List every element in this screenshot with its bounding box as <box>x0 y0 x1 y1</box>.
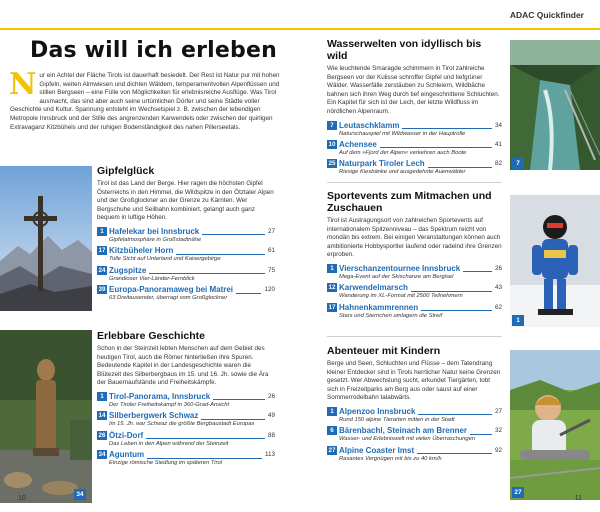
list-item[interactable] <box>97 449 275 467</box>
list-item[interactable] <box>327 302 502 320</box>
list-item[interactable] <box>97 245 275 263</box>
entry-name[interactable]: Kitzbüheler Horn <box>109 246 174 256</box>
header-label: ADAC Quickfinder <box>509 10 584 20</box>
entry-name[interactable]: Alpenzoo Innsbruck <box>339 406 416 416</box>
entry-number: 17 <box>98 247 106 255</box>
leader-line <box>463 264 492 272</box>
list-item[interactable] <box>97 265 275 283</box>
photo-badge: 1 <box>512 315 524 326</box>
entry-number: 6 <box>327 426 337 435</box>
entry-subtitle: Stars und Sternchen umlagern die Streif <box>339 312 443 319</box>
list-item[interactable] <box>97 391 275 409</box>
list-item[interactable] <box>327 158 502 176</box>
section-divider <box>327 336 502 337</box>
photo-badge: 27 <box>512 487 524 498</box>
summit-cross-photo <box>0 166 92 311</box>
list-item[interactable] <box>97 410 275 428</box>
entry-page: 32 <box>494 427 502 435</box>
leader-line <box>202 227 265 235</box>
leader-line <box>417 446 492 454</box>
alpine-coaster-photo <box>510 350 600 500</box>
entry-page: 120 <box>264 286 275 294</box>
entry-subtitle: Naturschauspiel mit Wildwasser in der Hauptrolle <box>339 130 466 137</box>
entry-number: 24 <box>98 266 106 274</box>
intro-dropcap: N <box>9 67 37 102</box>
entry-number: 17 <box>328 303 336 311</box>
entry-name[interactable]: Tirol-Panorama, Innsbruck <box>109 391 211 401</box>
entry-subtitle: Rund 150 alpine Tierarten mitten in der Stadt <box>339 416 455 423</box>
section-wasserwelten <box>327 38 502 178</box>
entry-page: 61 <box>267 247 275 255</box>
section-heading: Erlebbare Geschichte <box>97 330 205 342</box>
entry-number: 26 <box>98 431 106 439</box>
section-divider <box>327 182 502 183</box>
list-item[interactable] <box>327 425 502 443</box>
list-item[interactable] <box>327 120 502 138</box>
entry-name[interactable]: Bärenbachl, Steinach am Brenner <box>339 426 468 436</box>
entry-name[interactable]: Karwendelmarsch <box>339 283 408 293</box>
list-item[interactable] <box>327 406 502 424</box>
entry-page: 62 <box>494 303 502 311</box>
entry-name[interactable]: Vierschanzentournee Innsbruck <box>339 263 461 273</box>
entry-subtitle: Tolle Sicht auf Unterland und Kaisergebirge <box>109 256 221 263</box>
entry-number: 1 <box>97 227 107 236</box>
entry-number: 27 <box>328 446 336 454</box>
entry-page: 43 <box>494 284 502 292</box>
entry-subtitle: Wasser- und Erlebniswelt mit vielen Überraschungen <box>339 436 476 443</box>
right-page <box>300 30 600 512</box>
leader-line <box>149 266 265 274</box>
entry-number: 14 <box>98 412 106 420</box>
entry-page: 26 <box>494 264 502 272</box>
leader-line <box>421 303 492 311</box>
photo-badge: 7 <box>512 158 524 169</box>
leader-line <box>176 247 265 255</box>
entry-name[interactable]: Zugspitze <box>109 265 147 275</box>
leader-line <box>146 431 265 439</box>
leader-line <box>201 412 265 420</box>
entry-page: 26 <box>267 392 275 400</box>
section-sportevents <box>327 190 502 321</box>
entry-subtitle: Rasantes Vergnügen mit bis zu 40 km/h <box>339 455 442 462</box>
entry-list <box>97 226 275 303</box>
entry-list <box>327 120 502 177</box>
entry-name[interactable]: Hafelekar bei Innsbruck <box>109 226 200 236</box>
list-item[interactable] <box>327 139 502 157</box>
entry-name[interactable]: Aguntum <box>109 450 145 460</box>
leader-line <box>418 407 492 415</box>
entry-subtitle: Im 15. Jh. war Schwaz die größte Bergbaustadt Europas <box>109 421 255 428</box>
entry-page: 88 <box>267 431 275 439</box>
intro-paragraph <box>9 67 282 132</box>
entry-subtitle: Der Tiroler Freiheitskampf in 360-Grad-Ansicht <box>109 401 230 408</box>
entry-page: 49 <box>267 412 275 420</box>
entry-page: 27 <box>494 407 502 415</box>
leader-line <box>236 286 261 294</box>
entry-subtitle: Gipfelatmosphäre in Großstadtnähe <box>109 236 202 243</box>
entry-number: 1 <box>327 264 337 273</box>
entry-number: 25 <box>328 160 336 168</box>
entry-subtitle: Mega-Event auf der Skischanze am Bergisel <box>339 273 454 280</box>
entry-number: 10 <box>328 140 336 148</box>
entry-list <box>327 406 502 463</box>
list-item[interactable] <box>97 430 275 448</box>
section-heading: Abenteuer mit Kindern <box>327 345 441 357</box>
entry-page: 34 <box>494 121 502 129</box>
entry-list <box>97 391 275 468</box>
entry-name[interactable]: Silberbergwerk Schwaz <box>109 411 199 421</box>
section-description: Tirol ist Austragungsort von zahlreichen Sportevents auf internationalem Spitzenniveau – das Spektrum reicht von mondän bis extrem. Bei einigen Veranstaltungen können auch ambitionierte Hobbysportler laufend oder radelnd ihre Grenzen erproben. <box>327 217 502 259</box>
leader-line <box>380 140 492 148</box>
entry-subtitle: 63 Dreitausender, überragt vom Großglockner <box>109 295 228 302</box>
entry-name[interactable]: Achensee <box>339 139 377 149</box>
entry-number: 34 <box>98 451 106 459</box>
entry-name[interactable]: Naturpark Tiroler Lech <box>339 159 425 169</box>
entry-page: 75 <box>267 266 275 274</box>
page-number: 11 <box>574 495 582 502</box>
entry-subtitle: Riesige Kiesbänke und ausgedehnte Auenwälder <box>339 169 466 176</box>
leader-line <box>213 392 265 400</box>
leader-line <box>147 451 262 459</box>
leader-line <box>470 427 492 435</box>
section-description: Wie leuchtende Smaragde schimmern in Tirol zahlreiche Bergseen vor der Kulisse schroffer Gipfel und tiefgrüner Wälder. Wasserfälle zerstäuben zu Schleiern, Wildbäche bahnen sich ihren Weg durch tief eingeschnittene Schluchten. Ein Kapitel für sich ist der Lech, der letzte Wildfluss im nördlichen Alpenraum. <box>327 65 500 115</box>
entry-number: 39 <box>98 286 106 294</box>
section-abenteuer <box>327 345 502 464</box>
section-erlebbare-geschichte <box>97 330 275 469</box>
entry-name[interactable]: Ötzi-Dorf <box>109 430 144 440</box>
entry-subtitle: Das Leben in den Alpen während der Steinzeit <box>109 440 229 447</box>
list-item[interactable] <box>327 282 502 300</box>
entry-number: 7 <box>327 121 337 130</box>
entry-name[interactable]: Leutaschklamm <box>339 120 400 130</box>
page-number: 10 <box>18 495 26 502</box>
entry-page: 92 <box>494 446 502 454</box>
entry-name[interactable]: Alpine Coaster Imst <box>339 445 415 455</box>
section-heading: Gipfelglück <box>97 165 155 177</box>
intro-text: ur ein Achtel der Fläche Tirols ist dauerhaft besiedelt. Der Rest ist Natur pur mit hohen Gipfeln, weiten Almwiesen und dichten Wäldern, temperamentvollen Alpenflüssen und stillen Bergseen – eine Fülle von Möglichkeiten für erlebnisreiche Ausflüge. Was Tirol ausmacht, das sind aber auch seine urtümlichen Dörfer und seine Städte voller Geschichte und Kultur. Spannung entsteht im Wechselspiel z. B. zwischen der lebendigen Metropole Innsbruck und der Stille des angrenzenden Karwendels oder zwischen der quirligen Extravaganz Kitzbühels und der ruhigen Bodenständigkeit des nahen Pillerseetals. <box>10 72 280 131</box>
gorge-photo <box>510 40 600 170</box>
section-description: Berge und Seen, Schluchten und Flüsse – dem Tatendrang kleiner Entdecker sind in Tirols herrlicher Natur keine Grenzen gesetzt. Wer Abwechslung sucht, erkundet Tiergärten, tobt sich in Freizeitparks am Berg aus oder saust auf einer Sommerrodelbahn talabwärts. <box>327 360 501 402</box>
entry-number: 1 <box>327 407 337 416</box>
page-title: Das will ich erleben <box>30 38 277 63</box>
entry-subtitle: Wanderung im XL-Format mit 2500 Teilnehmern <box>339 293 463 300</box>
leader-line <box>428 160 492 168</box>
entry-page: 27 <box>267 227 275 235</box>
photo-badge: 34 <box>74 489 86 500</box>
entry-list <box>327 263 502 320</box>
entry-number: 1 <box>97 392 107 401</box>
section-description: Tirol ist das Land der Berge. Hier ragen die höchsten Gipfel Österreichs in den Himmel, die Wildspitze in den Ötztaler Alpen und der Großglockner an der Grenze zu Kärnten. Wer Bergschuhe und Seilbahn kombiniert, gelangt auch ganz bequem in luftige Höhen. <box>97 180 274 222</box>
entry-name[interactable]: Hahnenkammrennen <box>339 302 419 312</box>
leader-line <box>402 121 492 129</box>
section-heading: Sportevents zum Mitmachen und Zuschauen <box>327 190 492 214</box>
entry-subtitle: Auf dem »Fjord der Alpen« verkehren auch Boote <box>339 149 467 156</box>
section-gipfelglueck <box>97 165 275 304</box>
entry-subtitle: Einzige römische Siedlung im späteren Tirol <box>109 460 223 467</box>
entry-subtitle: Grandioser Vier-Länder-Fernblick <box>109 275 195 282</box>
statue-photo <box>0 330 92 503</box>
entry-number: 12 <box>328 284 336 292</box>
entry-page: 41 <box>494 140 502 148</box>
leader-line <box>411 284 492 292</box>
left-page <box>0 30 300 512</box>
list-item[interactable] <box>327 445 502 463</box>
list-item[interactable] <box>327 263 502 281</box>
running-header <box>0 0 600 30</box>
entry-page: 82 <box>494 160 502 168</box>
ski-jumper-photo <box>510 195 600 327</box>
section-heading: Wasserwelten von idyllisch bis wild <box>327 38 482 62</box>
entry-name[interactable]: Europa-Panoramaweg bei Matrei <box>109 285 234 295</box>
list-item[interactable] <box>97 284 275 302</box>
section-description: Schon in der Steinzeit lebten Menschen auf dem Gebiet des heutigen Tirol, auch die Römer hinterließen ihre Spuren. Bedeutende Kapitel in der Landesgeschichte waren die Blütezeit des Silberbergbaus im 15. und 16. Jh. sowie die Ära der Bauernaufstände und Freiheitskämpfe. <box>97 345 269 387</box>
list-item[interactable] <box>97 226 275 244</box>
entry-page: 113 <box>264 451 275 459</box>
